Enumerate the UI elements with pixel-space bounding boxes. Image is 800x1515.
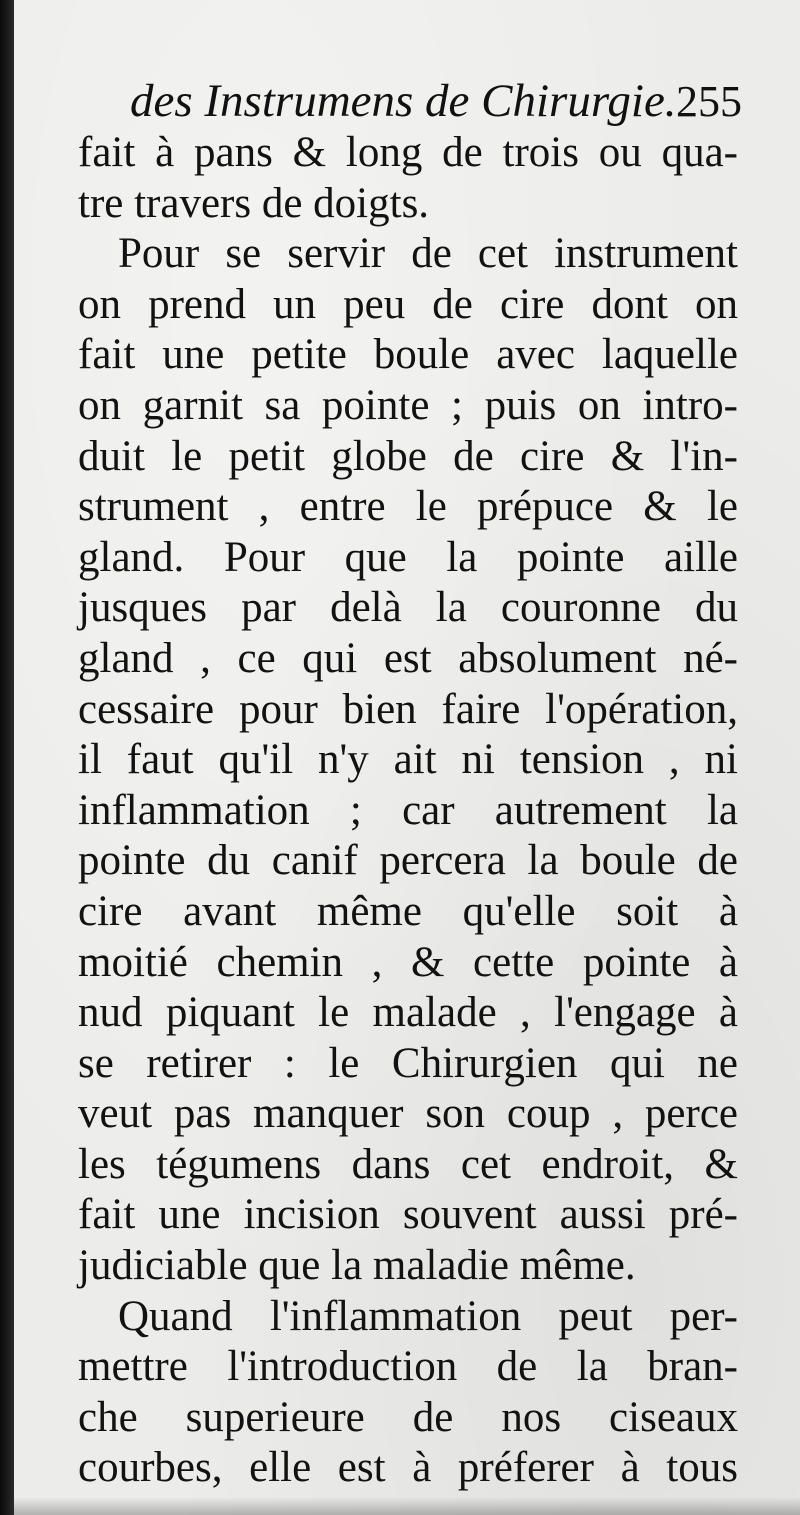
text-line: veut pas manquer son coup , perce [78, 1090, 738, 1138]
text-line: Pour se servir de cet instrument [118, 230, 738, 278]
text-line: moitié chemin , & cette pointe à [78, 938, 738, 986]
running-title: des Instrumens de Chirurgie. [130, 75, 677, 127]
book-page [14, 0, 800, 1515]
text-line: cire avant même qu'elle soit à [78, 887, 738, 935]
text-line: gland , ce qui est absolument né- [78, 634, 738, 682]
text-line: mettre l'introduction de la bran- [78, 1343, 738, 1391]
text-line: cessaire pour bien faire l'opération, [78, 685, 738, 733]
text-line: judiciable que la maladie même. [78, 1242, 636, 1290]
text-line: gland. Pour que la pointe aille [78, 533, 738, 581]
text-line: il faut qu'il n'y ait ni tension , ni [78, 736, 738, 784]
text-line: fait une petite boule avec laquelle [78, 331, 738, 379]
text-line: pointe du canif percera la boule de [78, 837, 738, 885]
page-edge-shadow [14, 1497, 800, 1515]
text-line: se retirer : le Chirurgien qui ne [78, 1039, 738, 1087]
text-line: Quand l'inflammation peut per- [118, 1292, 738, 1340]
text-line: fait à pans & long de trois ou qua- [78, 129, 738, 176]
text-line: nud piquant le malade , l'engage à [78, 989, 738, 1037]
text-line: on garnit sa pointe ; puis on intro- [78, 381, 738, 429]
page-number: 255 [676, 77, 742, 126]
text-line: strument , entre le prépuce & le [78, 483, 738, 531]
text-line: fait une incision souvent aussi pré- [78, 1191, 738, 1239]
text-line: on prend un peu de cire dont on [78, 280, 738, 328]
running-head [14, 62, 800, 132]
text-line: les tégumens dans cet endroit, & [78, 1140, 738, 1188]
binding-gutter [0, 0, 14, 1515]
text-line: courbes, elle est à préferer à tous [78, 1444, 738, 1492]
text-line: inflammation ; car autrement la [78, 786, 738, 834]
text-line: jusques par delà la couronne du [78, 584, 738, 632]
text-line: tre travers de doigts. [78, 179, 430, 227]
text-line: che superieure de nos ciseaux [78, 1393, 738, 1441]
text-line: duit le petit globe de cire & l'in- [78, 432, 738, 480]
body-text [78, 128, 738, 1494]
